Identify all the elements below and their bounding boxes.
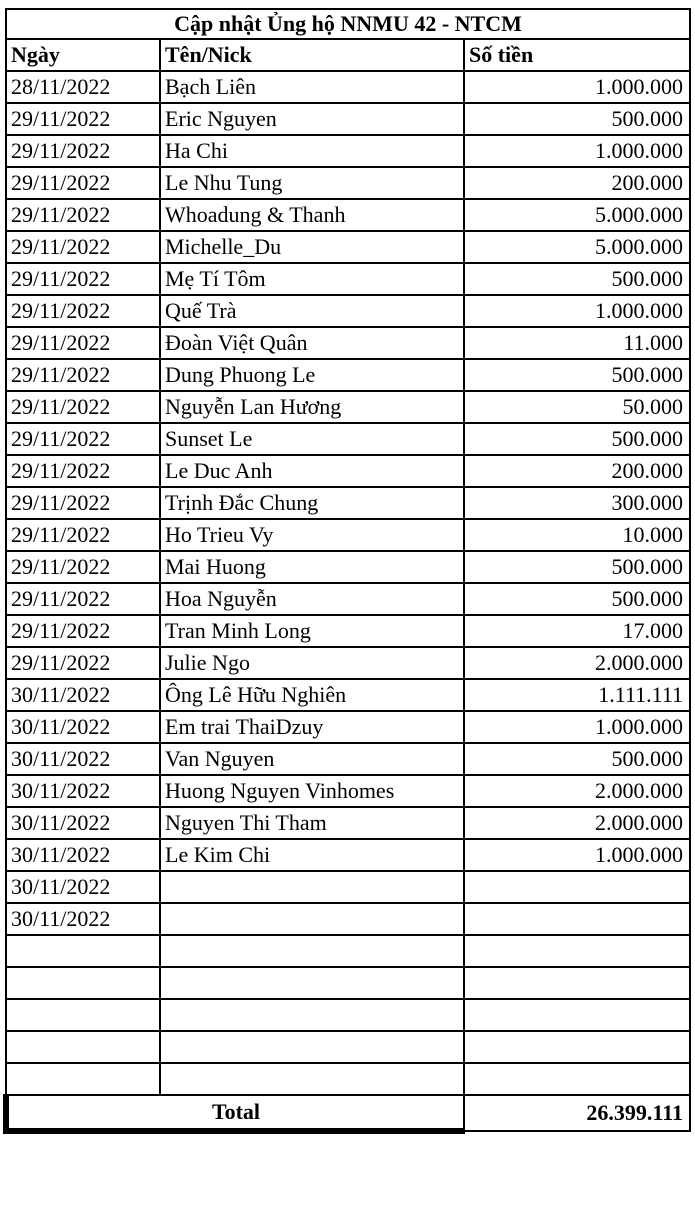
date-cell: 29/11/2022 bbox=[6, 327, 160, 359]
table-row bbox=[6, 423, 690, 455]
date-cell: 30/11/2022 bbox=[6, 679, 160, 711]
name-cell: Hoa Nguyễn bbox=[160, 583, 464, 615]
date-cell: 30/11/2022 bbox=[6, 743, 160, 775]
date-cell bbox=[6, 1031, 160, 1063]
date-cell: 29/11/2022 bbox=[6, 423, 160, 455]
table-row bbox=[6, 135, 690, 167]
date-cell bbox=[6, 935, 160, 967]
date-cell: 30/11/2022 bbox=[6, 711, 160, 743]
table-row bbox=[6, 839, 690, 871]
amount-cell: 300.000 bbox=[464, 487, 690, 519]
amount-cell: 1.111.111 bbox=[464, 679, 690, 711]
date-cell: 29/11/2022 bbox=[6, 263, 160, 295]
date-cell: 30/11/2022 bbox=[6, 871, 160, 903]
name-cell: Quế Trà bbox=[160, 295, 464, 327]
amount-cell: 1.000.000 bbox=[464, 839, 690, 871]
name-cell: Le Duc Anh bbox=[160, 455, 464, 487]
amount-cell: 500.000 bbox=[464, 423, 690, 455]
date-cell: 29/11/2022 bbox=[6, 519, 160, 551]
amount-cell: 1.000.000 bbox=[464, 295, 690, 327]
table-row bbox=[6, 647, 690, 679]
table-row bbox=[6, 999, 690, 1031]
name-cell: Eric Nguyen bbox=[160, 103, 464, 135]
date-cell: 30/11/2022 bbox=[6, 775, 160, 807]
date-cell: 29/11/2022 bbox=[6, 391, 160, 423]
table-row bbox=[6, 327, 690, 359]
date-cell bbox=[6, 967, 160, 999]
amount-cell: 5.000.000 bbox=[464, 199, 690, 231]
amount-cell: 500.000 bbox=[464, 743, 690, 775]
amount-cell: 1.000.000 bbox=[464, 711, 690, 743]
amount-cell: 50.000 bbox=[464, 391, 690, 423]
table-row bbox=[6, 295, 690, 327]
amount-cell: 500.000 bbox=[464, 103, 690, 135]
name-cell bbox=[160, 999, 464, 1031]
header-amount: Số tiền bbox=[464, 39, 690, 71]
amount-cell: 200.000 bbox=[464, 455, 690, 487]
name-cell: Dung Phuong Le bbox=[160, 359, 464, 391]
amount-cell bbox=[464, 1063, 690, 1095]
amount-cell: 10.000 bbox=[464, 519, 690, 551]
donation-table bbox=[3, 8, 691, 1134]
amount-cell bbox=[464, 1031, 690, 1063]
date-cell: 30/11/2022 bbox=[6, 807, 160, 839]
table-row bbox=[6, 231, 690, 263]
name-cell bbox=[160, 871, 464, 903]
name-cell: Em trai ThaiDzuy bbox=[160, 711, 464, 743]
table-row bbox=[6, 199, 690, 231]
table-row bbox=[6, 551, 690, 583]
amount-cell bbox=[464, 967, 690, 999]
date-cell: 29/11/2022 bbox=[6, 231, 160, 263]
date-cell: 29/11/2022 bbox=[6, 647, 160, 679]
table-row bbox=[6, 167, 690, 199]
name-cell bbox=[160, 935, 464, 967]
name-cell: Tran Minh Long bbox=[160, 615, 464, 647]
sheet-title: Cập nhật Ủng hộ NNMU 42 - NTCM bbox=[6, 9, 690, 39]
amount-cell: 2.000.000 bbox=[464, 807, 690, 839]
name-cell bbox=[160, 1031, 464, 1063]
amount-cell: 2.000.000 bbox=[464, 775, 690, 807]
table-row bbox=[6, 967, 690, 999]
amount-cell: 5.000.000 bbox=[464, 231, 690, 263]
amount-cell: 11.000 bbox=[464, 327, 690, 359]
name-cell bbox=[160, 1063, 464, 1095]
table-row bbox=[6, 519, 690, 551]
table-row bbox=[6, 807, 690, 839]
name-cell: Le Nhu Tung bbox=[160, 167, 464, 199]
name-cell: Mẹ Tí Tôm bbox=[160, 263, 464, 295]
table-row bbox=[6, 391, 690, 423]
date-cell: 29/11/2022 bbox=[6, 487, 160, 519]
name-cell: Michelle_Du bbox=[160, 231, 464, 263]
total-amount: 26.399.111 bbox=[464, 1095, 690, 1131]
header-date: Ngày bbox=[6, 39, 160, 71]
table-row bbox=[6, 775, 690, 807]
table-row bbox=[6, 903, 690, 935]
amount-cell bbox=[464, 871, 690, 903]
name-cell: Mai Huong bbox=[160, 551, 464, 583]
amount-cell: 1.000.000 bbox=[464, 71, 690, 103]
date-cell: 29/11/2022 bbox=[6, 295, 160, 327]
name-cell: Van Nguyen bbox=[160, 743, 464, 775]
name-cell bbox=[160, 903, 464, 935]
name-cell: Whoadung & Thanh bbox=[160, 199, 464, 231]
name-cell: Julie Ngo bbox=[160, 647, 464, 679]
header-row bbox=[6, 39, 690, 71]
name-cell: Đoàn Việt Quân bbox=[160, 327, 464, 359]
date-cell: 29/11/2022 bbox=[6, 167, 160, 199]
name-cell: Trịnh Đắc Chung bbox=[160, 487, 464, 519]
amount-cell: 500.000 bbox=[464, 263, 690, 295]
table-row bbox=[6, 263, 690, 295]
amount-cell: 500.000 bbox=[464, 359, 690, 391]
total-row bbox=[6, 1095, 690, 1131]
table-row bbox=[6, 487, 690, 519]
amount-cell: 2.000.000 bbox=[464, 647, 690, 679]
date-cell: 29/11/2022 bbox=[6, 359, 160, 391]
table-row bbox=[6, 1063, 690, 1095]
table-row bbox=[6, 871, 690, 903]
title-row bbox=[6, 9, 690, 39]
header-name: Tên/Nick bbox=[160, 39, 464, 71]
date-cell: 29/11/2022 bbox=[6, 455, 160, 487]
name-cell: Ha Chi bbox=[160, 135, 464, 167]
table-row bbox=[6, 71, 690, 103]
date-cell: 30/11/2022 bbox=[6, 903, 160, 935]
date-cell: 29/11/2022 bbox=[6, 199, 160, 231]
name-cell: Sunset Le bbox=[160, 423, 464, 455]
table-row bbox=[6, 583, 690, 615]
table-row bbox=[6, 359, 690, 391]
amount-cell bbox=[464, 935, 690, 967]
table-row bbox=[6, 103, 690, 135]
date-cell: 29/11/2022 bbox=[6, 615, 160, 647]
table-row bbox=[6, 935, 690, 967]
name-cell: Le Kim Chi bbox=[160, 839, 464, 871]
amount-cell bbox=[464, 999, 690, 1031]
name-cell: Nguyen Thi Tham bbox=[160, 807, 464, 839]
amount-cell: 500.000 bbox=[464, 551, 690, 583]
table-row bbox=[6, 1031, 690, 1063]
total-label: Total bbox=[6, 1095, 464, 1131]
name-cell: Huong Nguyen Vinhomes bbox=[160, 775, 464, 807]
name-cell: Ông Lê Hữu Nghiên bbox=[160, 679, 464, 711]
date-cell: 29/11/2022 bbox=[6, 135, 160, 167]
date-cell: 28/11/2022 bbox=[6, 71, 160, 103]
name-cell: Bạch Liên bbox=[160, 71, 464, 103]
date-cell: 29/11/2022 bbox=[6, 103, 160, 135]
date-cell: 29/11/2022 bbox=[6, 583, 160, 615]
amount-cell: 1.000.000 bbox=[464, 135, 690, 167]
name-cell bbox=[160, 967, 464, 999]
date-cell bbox=[6, 1063, 160, 1095]
table-row bbox=[6, 711, 690, 743]
amount-cell bbox=[464, 903, 690, 935]
table-row bbox=[6, 615, 690, 647]
date-cell: 29/11/2022 bbox=[6, 551, 160, 583]
name-cell: Nguyễn Lan Hương bbox=[160, 391, 464, 423]
date-cell bbox=[6, 999, 160, 1031]
table-row bbox=[6, 455, 690, 487]
date-cell: 30/11/2022 bbox=[6, 839, 160, 871]
amount-cell: 500.000 bbox=[464, 583, 690, 615]
name-cell: Ho Trieu Vy bbox=[160, 519, 464, 551]
amount-cell: 200.000 bbox=[464, 167, 690, 199]
table-row bbox=[6, 743, 690, 775]
amount-cell: 17.000 bbox=[464, 615, 690, 647]
table-row bbox=[6, 679, 690, 711]
